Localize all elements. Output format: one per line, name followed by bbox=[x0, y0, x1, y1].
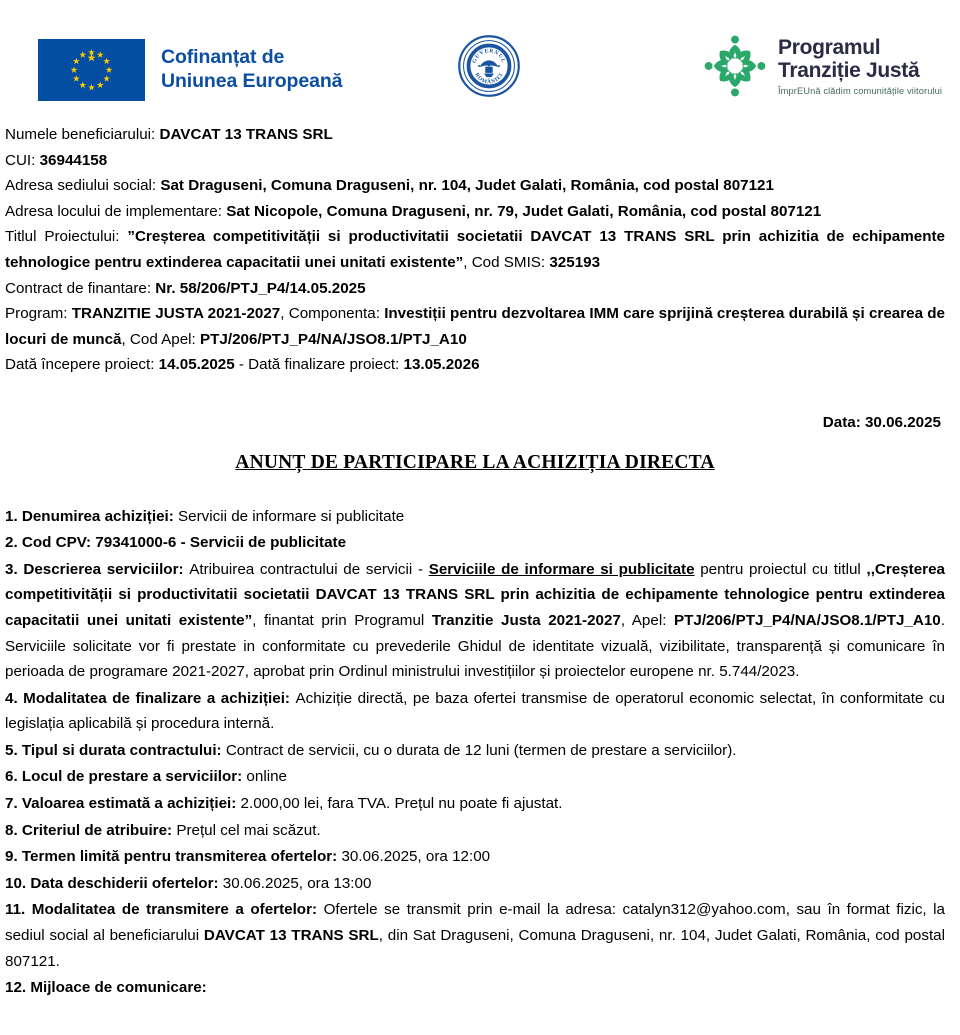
document-date: Data: 30.06.2025 bbox=[822, 413, 941, 431]
tranzitie-justa-leaf-rosette-icon bbox=[702, 33, 768, 99]
start-date-label: Dată începere proiect: bbox=[5, 356, 159, 374]
logo-header-band bbox=[0, 0, 960, 122]
contract-line bbox=[5, 276, 945, 302]
item-3-part2: pentru proiectul cu titlul bbox=[694, 560, 867, 578]
item-9-value: 30.06.2025, ora 12:00 bbox=[341, 848, 491, 866]
item-8-criteriul-de-atribuire bbox=[5, 818, 945, 844]
item-9-label: 9. Termen limită pentru transmiterea ofertelor: bbox=[5, 848, 342, 866]
item-3-call-code: PTJ/206/PTJ_P4/NA/JSO8.1/PTJ_A10 bbox=[673, 611, 941, 629]
contract-label: Contract de finantare: bbox=[5, 279, 156, 297]
item-4-value: Achiziție directă, pe baza ofertei transmise de operatorul economic selectat, în conformitate cu legislația aplicabilă și procedura internă. bbox=[5, 689, 945, 733]
eu-logo-text-line1: Cofinanțat de bbox=[161, 46, 285, 69]
eu-cofunding-logo bbox=[38, 39, 342, 101]
item-12-label: 12. Mijloace de comunicare: bbox=[5, 979, 207, 997]
cui-label: CUI: bbox=[5, 151, 40, 169]
ptj-logo-text bbox=[778, 36, 942, 96]
ptj-title-line2: Tranziție Justă bbox=[778, 59, 920, 82]
component-label: , Componenta: bbox=[280, 305, 385, 323]
item-3-part1: Atribuirea contractului de servicii - bbox=[189, 560, 429, 578]
item-2-cod-cpv bbox=[5, 530, 945, 556]
program-value: TRANZITIE JUSTA 2021-2027 bbox=[71, 305, 281, 323]
registered-address-value: Sat Draguseni, Comuna Draguseni, nr. 104, Judet Galati, România, cod postal 807121 bbox=[160, 177, 774, 195]
item-5-label: 5. Tipul si durata contractului: bbox=[5, 741, 226, 759]
item-4-label: 4. Modalitatea de finalizare a achiziției: bbox=[5, 689, 296, 707]
romania-government-seal-icon bbox=[458, 35, 520, 97]
item-3-descrierea-serviciilor bbox=[5, 557, 945, 685]
eu-stars-icon bbox=[38, 39, 145, 101]
call-label: , Cod Apel: bbox=[121, 330, 200, 348]
program-label: Program: bbox=[5, 305, 72, 323]
item-3-label: 3. Descrierea serviciilor: bbox=[5, 560, 190, 578]
item-3-program: Tranzitie Justa 2021-2027 bbox=[431, 611, 621, 629]
dates-dash: - bbox=[234, 356, 249, 374]
item-3-part4: , Apel: bbox=[620, 611, 674, 629]
item-9-termen-limita bbox=[5, 844, 945, 870]
implementation-address-label: Adresa locului de implementare: bbox=[5, 202, 227, 220]
item-7-label: 7. Valoarea estimată a achiziției: bbox=[5, 795, 241, 813]
document-body bbox=[0, 122, 950, 1001]
item-7-valoarea-estimata bbox=[5, 791, 945, 817]
eu-logo-text-line2: Uniunea Europeană bbox=[161, 70, 343, 92]
item-8-label: 8. Criteriul de atribuire: bbox=[5, 821, 177, 839]
item-3-part3: , finantat prin Programul bbox=[252, 611, 432, 629]
item-3-underlined-services: Serviciile de informare si publicitate bbox=[428, 560, 695, 578]
smis-value: 325193 bbox=[549, 253, 601, 271]
item-3-part5: . Serviciile solicitate vor fi prestate in conformitate cu prevederile Ghidul de identitate vizuală, vizibilitate, transparență și comunicare în perioada de programare 2021-2027, aprobat prin Ordinul ministrului investițiilor și proiectelor europene nr. 5.744/2023. bbox=[5, 611, 945, 681]
item-11-modalitatea-de-transmitere bbox=[5, 897, 945, 974]
cui-line bbox=[5, 148, 945, 174]
item-4-modalitatea-de-finalizare bbox=[5, 686, 945, 737]
item-3-quoted-project-title: ,,Creșterea competitivității si productivitatii societatii DAVCAT 13 TRANS SRL prin achizitia de echipamente tehnologice pentru extinderea capacitatii unei unitati existente” bbox=[5, 560, 945, 629]
item-11-part2: , din Sat Draguseni, Comuna Draguseni, nr. 104, Judet Galati, România, cod postal 807121. bbox=[5, 927, 945, 970]
call-value: PTJ/206/PTJ_P4/NA/JSO8.1/PTJ_A10 bbox=[200, 330, 467, 348]
beneficiary-name-line bbox=[5, 122, 945, 148]
beneficiary-name-label: Numele beneficiarului: bbox=[5, 126, 160, 143]
item-6-value: online bbox=[246, 768, 287, 786]
registered-address-label: Adresa sediului social: bbox=[5, 177, 161, 195]
cui-value: 36944158 bbox=[39, 151, 108, 169]
project-title-label: Titlul Proiectului: bbox=[5, 228, 128, 246]
ptj-tagline: ÎmprEUnă clădim comunitățile viitorului bbox=[778, 86, 943, 97]
start-date-value: 14.05.2025 bbox=[158, 356, 235, 374]
item-6-label: 6. Locul de prestare a serviciilor: bbox=[5, 768, 247, 786]
eu-flag-icon bbox=[38, 39, 145, 101]
item-11-label: 11. Modalitatea de transmitere a ofertelor: bbox=[5, 901, 324, 919]
implementation-address-line bbox=[5, 199, 945, 225]
project-dates-line bbox=[5, 352, 945, 378]
implementation-address-value: Sat Nicopole, Comuna Draguseni, nr. 79, Judet Galati, România, cod postal 807121 bbox=[226, 202, 822, 220]
item-11-part1: Ofertele se transmit prin e-mail la adresa: catalyn312@yahoo.com, sau în format fizic, la sediul social al beneficiarului bbox=[5, 901, 945, 945]
item-10-data-deschiderii bbox=[5, 871, 945, 897]
end-date-label: Dată finalizare proiect: bbox=[248, 356, 404, 374]
project-title-line bbox=[5, 224, 945, 275]
end-date-value: 13.05.2026 bbox=[403, 356, 480, 374]
item-2-label: 2. Cod CPV: bbox=[5, 534, 96, 552]
svg-text:ROMÂNIEI: ROMÂNIEI bbox=[473, 72, 505, 86]
item-5-tipul-si-durata-contractului bbox=[5, 738, 945, 764]
item-2-value: 79341000-6 - Servicii de publicitate bbox=[95, 534, 347, 552]
item-11-company: DAVCAT 13 TRANS SRL bbox=[203, 927, 379, 945]
item-8-value: Prețul cel mai scăzut. bbox=[176, 821, 321, 839]
smis-label: , Cod SMIS: bbox=[463, 253, 550, 271]
page-title: ANUNȚ DE PARTICIPARE LA ACHIZIȚIA DIRECTA bbox=[235, 451, 715, 473]
registered-address-line bbox=[5, 173, 945, 199]
item-7-value: 2.000,00 lei, fara TVA. Prețul nu poate fi ajustat. bbox=[240, 795, 563, 813]
ptj-title-line1: Programul bbox=[778, 35, 881, 59]
item-1-value: Servicii de informare si publicitate bbox=[178, 507, 405, 525]
item-1-denumirea-achizitiei bbox=[5, 504, 945, 530]
announcement-items-list bbox=[5, 504, 945, 1001]
program-line bbox=[5, 301, 945, 352]
component-value: Investiții pentru dezvoltarea IMM care sprijină creșterea durabilă și crearea de locuri de muncă bbox=[5, 305, 946, 348]
eu-logo-text bbox=[161, 46, 342, 94]
item-12-mijloace-de-comunicare bbox=[5, 975, 945, 1001]
contract-value: Nr. 58/206/PTJ_P4/14.05.2025 bbox=[155, 279, 366, 297]
beneficiary-name-value: DAVCAT 13 TRANS SRL bbox=[159, 126, 333, 143]
item-6-locul-de-prestare bbox=[5, 764, 945, 790]
project-title-value: ”Creșterea competitivității si productivitatii societatii DAVCAT 13 TRANS SRL prin achizitia de echipamente tehnologice pentru extinderea capacitatii unei unitati existente” bbox=[5, 228, 945, 271]
item-1-label: 1. Denumirea achiziției: bbox=[5, 507, 179, 525]
programul-tranzitie-justa-logo bbox=[702, 33, 942, 99]
svg-text:GUVERNUL: GUVERNUL bbox=[471, 48, 507, 65]
item-5-value: Contract de servicii, cu o durata de 12 luni (termen de prestare a serviciilor). bbox=[225, 741, 737, 759]
item-10-value: 30.06.2025, ora 13:00 bbox=[222, 874, 372, 892]
item-10-label: 10. Data deschiderii ofertelor: bbox=[5, 874, 223, 892]
